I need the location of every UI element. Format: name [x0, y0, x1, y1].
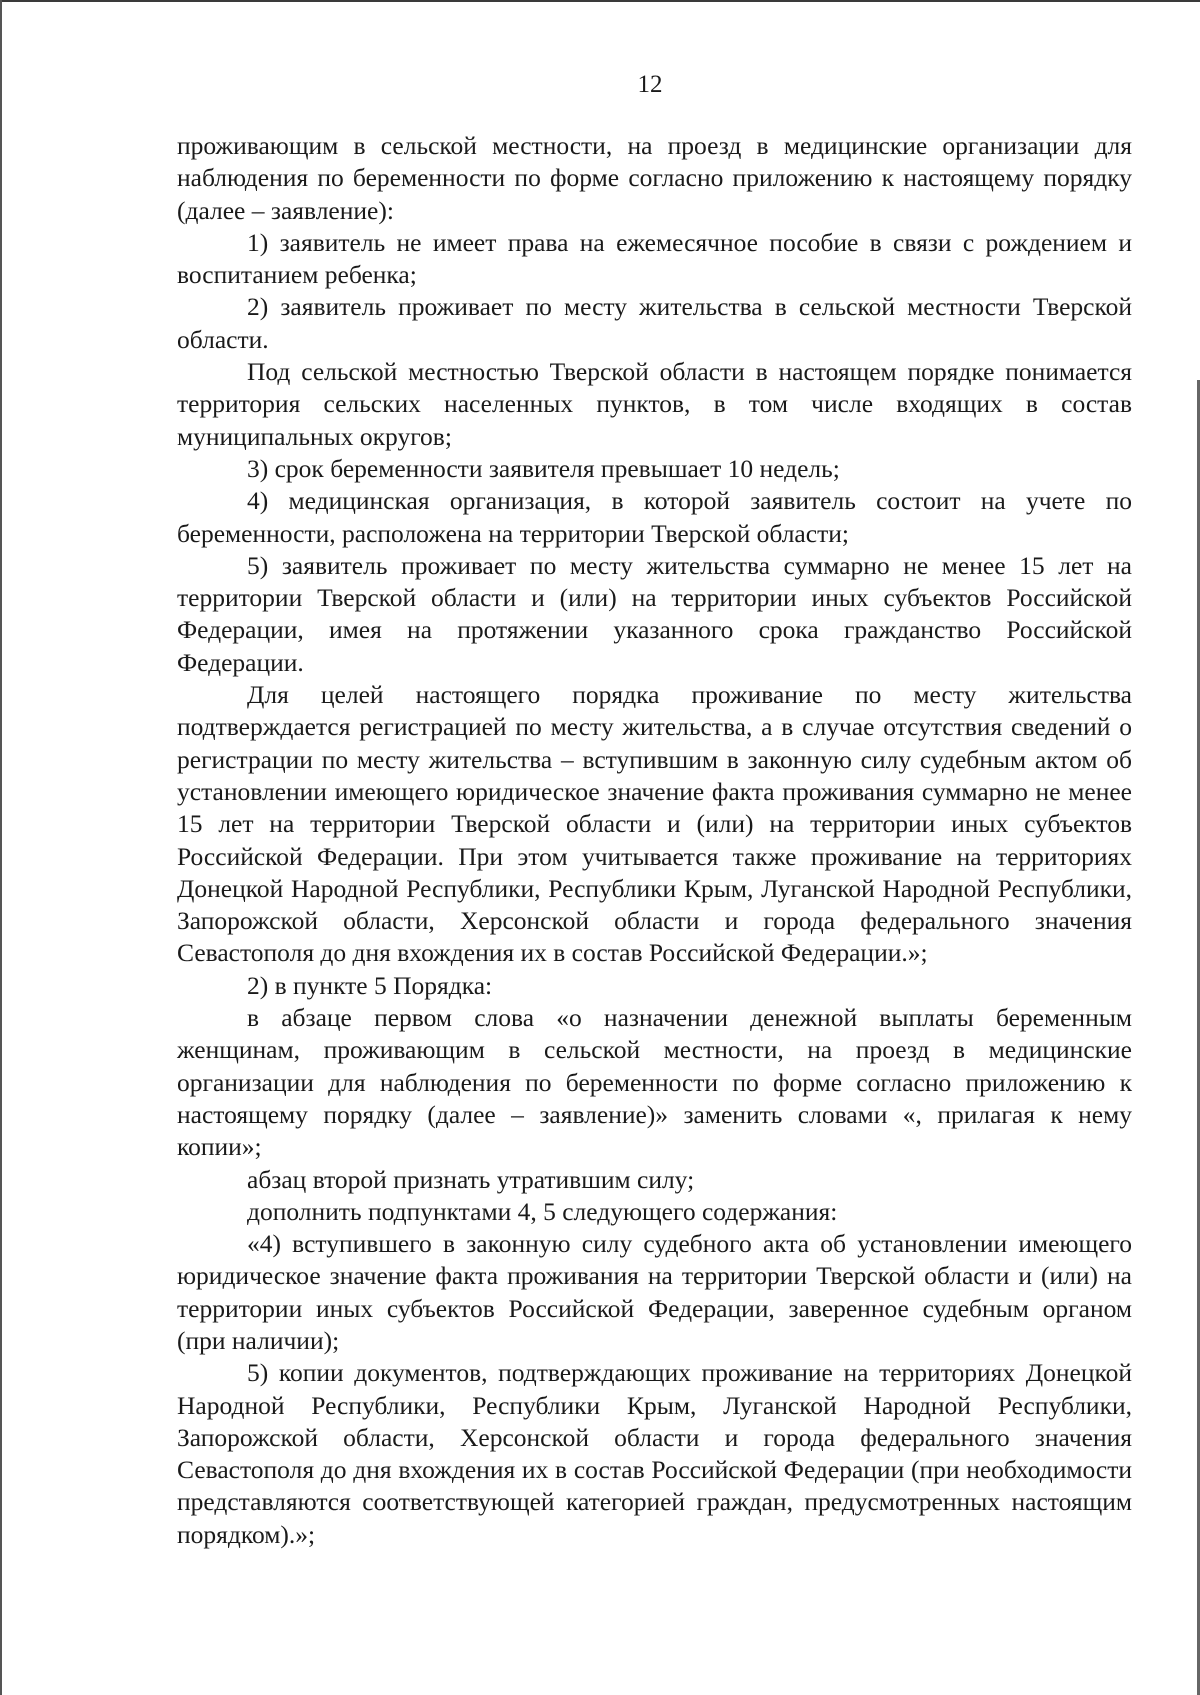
paragraph-item-2-heading: 2) в пункте 5 Порядка: — [247, 970, 493, 1000]
paragraph-condition-5: 5) заявитель проживает по месту жительства суммарно не менее 15 лет на территории Тверской области и (или) на территории иных субъектов Российской Федерации, имея на протяжении указанного срока гражданство Российской Федерации. — [177, 550, 1132, 677]
paragraph-second-abzac-repeal: абзац второй признать утратившим силу; — [247, 1164, 695, 1194]
paragraph-subitem-5: 5) копии документов, подтверждающих проживание на территориях Донецкой Народной Республики, Республики Крым, Луганской Народной Республики, Запорожской области, Херсонской области и города федерального значения Севастополя до дня вхождения их в состав Российской Федерации (при необходимости представляются соответствующей категорией граждан, предусмотренных настоящим порядком).»; — [177, 1358, 1132, 1549]
page-number: 12 — [637, 71, 663, 98]
scan-edge-top — [0, 0, 1200, 2]
paragraph-condition-4: 4) медицинская организация, в которой заявитель состоит на учете по беременности, расположена на территории Тверской области; — [177, 486, 1132, 548]
paragraph-intro-continuation: проживающим в сельской местности, на проезд в медицинские организации для наблюдения по беременности по форме согласно приложению к настоящему порядку (далее – заявление): — [177, 131, 1132, 225]
paragraph-supplement-intro: дополнить подпунктами 4, 5 следующего содержания: — [247, 1196, 838, 1226]
scan-edge-left — [0, 0, 2, 1695]
paragraph-residence-confirmation: Для целей настоящего порядка проживание по месту жительства подтверждается регистрацией по месту жительства, а в случае отсутствия сведений о регистрации по месту жительства – вступившим в законную силу судебным актом об установлении имеющего юридическое значение факта проживания суммарно не менее 15 лет на территории Тверской области и (или) на территории иных субъектов Российской Федерации. При этом учитывается также проживание на территориях Донецкой Народной Республики, Республики Крым, Луганской Народной Республики, Запорожской области, Херсонской области и города федерального значения Севастополя до дня вхождения их в состав Российской Федерации.»; — [177, 680, 1132, 968]
paragraph-rural-definition: Под сельской местностью Тверской области в настоящем порядке понимается территория сельских населенных пунктов, в том числе входящих в состав муниципальных округов; — [177, 357, 1132, 451]
paragraph-first-abzac-change: в абзаце первом слова «о назначении денежной выплаты беременным женщинам, проживающим в сельской местности, на проезд в медицинские организации для наблюдения по беременности по форме согласно приложению к настоящему порядку (далее – заявление)» заменить словами «, прилагая к нему копии»; — [177, 1003, 1132, 1162]
document-body — [177, 130, 1132, 1551]
paragraph-condition-1: 1) заявитель не имеет права на ежемесячное пособие в связи с рождением и воспитанием ребенка; — [177, 227, 1132, 290]
paragraph-subitem-4: «4) вступившего в законную силу судебного акта об установлении имеющего юридическое значение факта проживания на территории Тверской области и (или) на территории иных субъектов Российской Федерации, заверенное судебным органом (при наличии); — [177, 1229, 1132, 1355]
paragraph-condition-2: 2) заявитель проживает по месту жительства в сельской местности Тверской области. — [177, 292, 1132, 354]
paragraph-condition-3: 3) срок беременности заявителя превышает 10 недель; — [247, 453, 840, 483]
